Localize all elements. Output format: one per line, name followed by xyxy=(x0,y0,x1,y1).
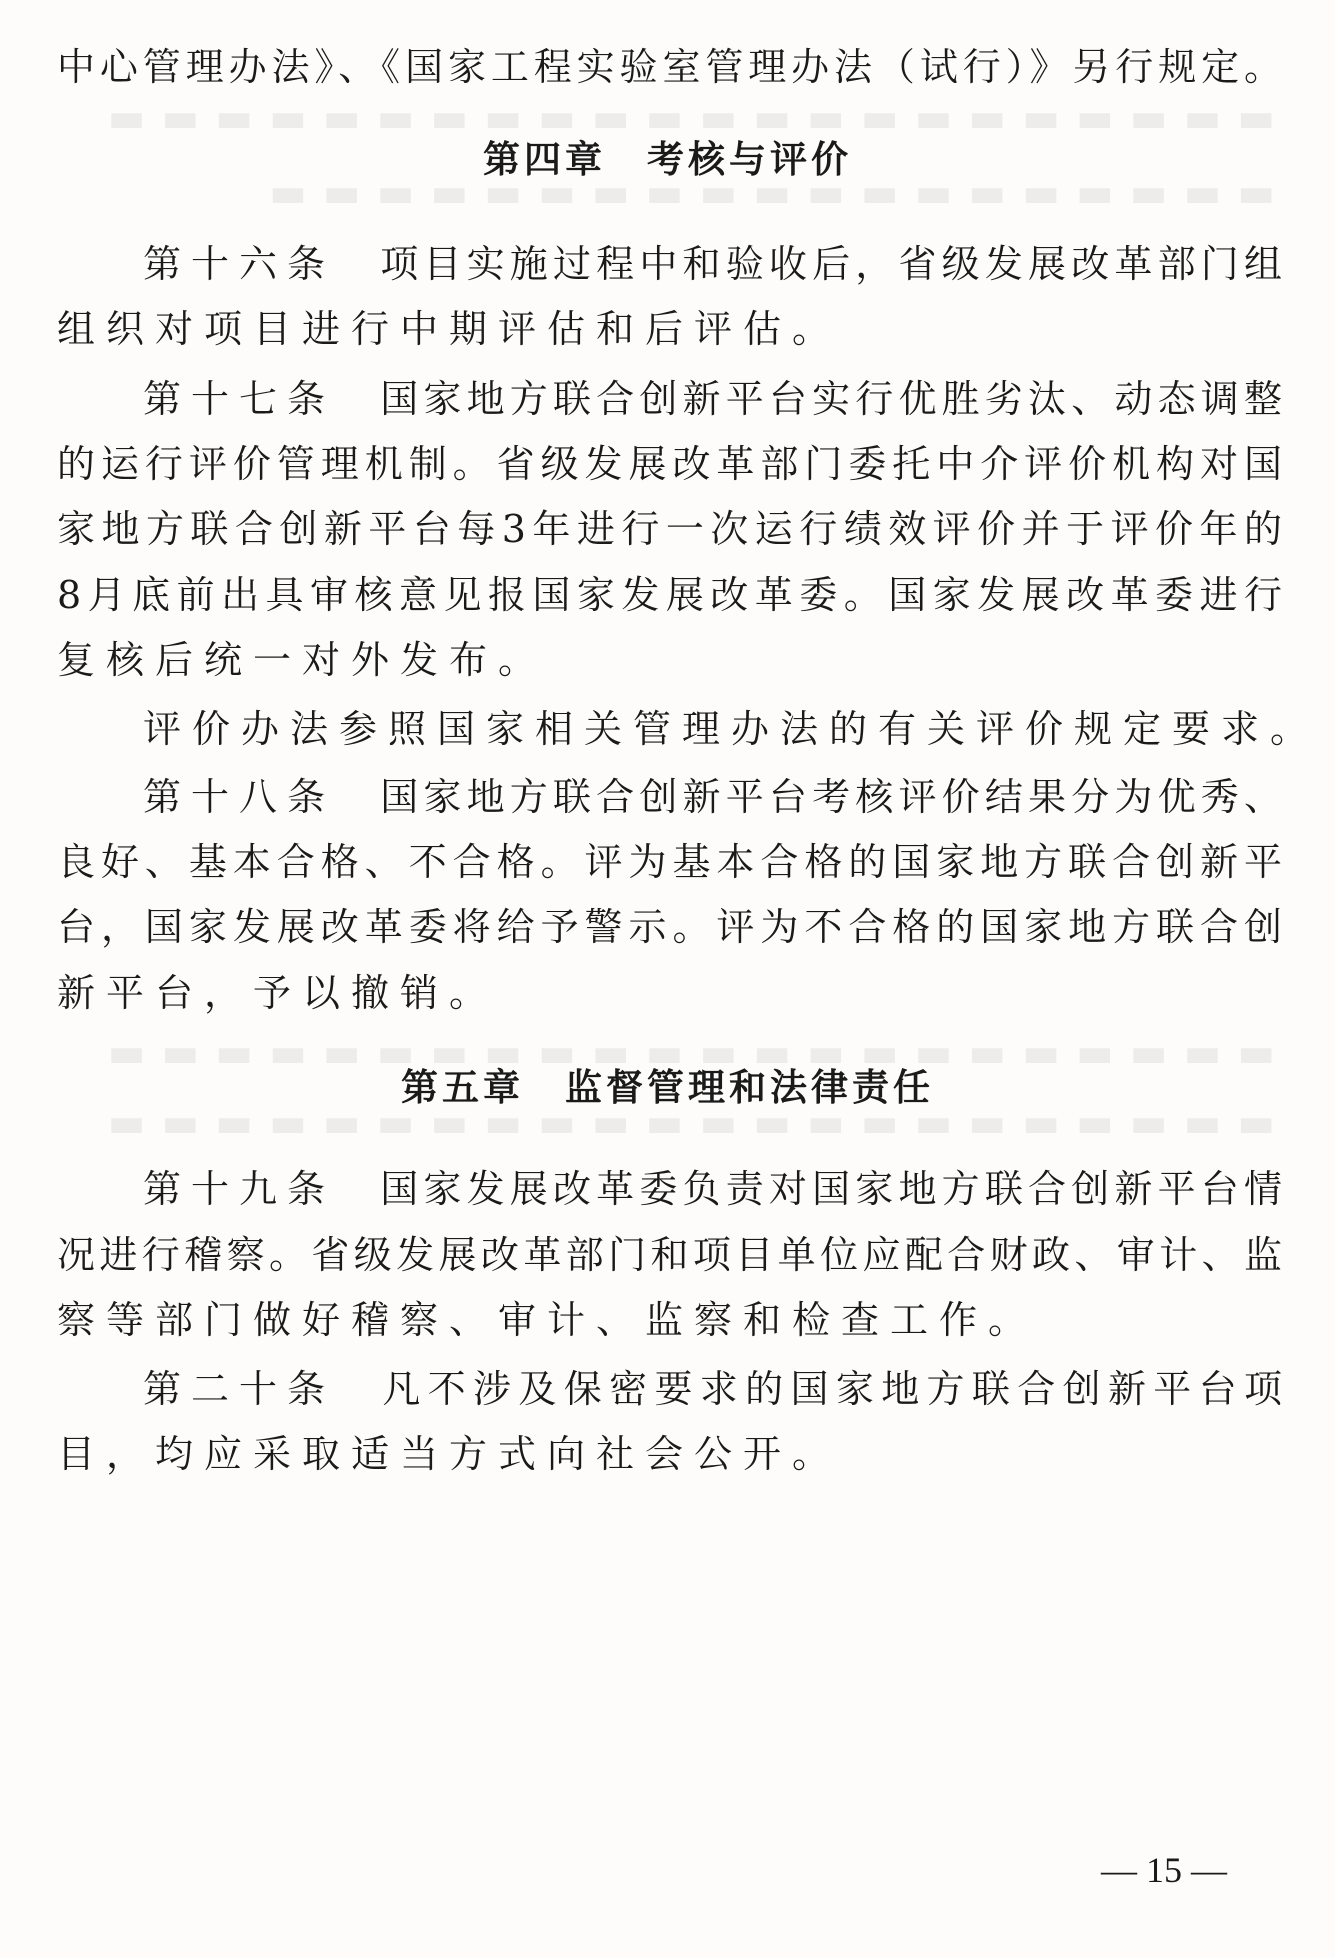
article-number: 第十七条 xyxy=(143,377,336,421)
article-paragraph-start xyxy=(143,235,1282,293)
bleed-through-shadow: ▬▬▬▬▬▬▬▬▬▬▬▬▬▬▬▬▬▬▬▬▬▬ xyxy=(91,1030,1275,1076)
article-text: 凡不涉及保密要求的国家地方联合创新平台项 xyxy=(375,1367,1282,1411)
body-text-line: 新平台，予以撤销。 xyxy=(57,971,499,1015)
article-text: 国家发展改革委负责对国家地方联合创新平台情 xyxy=(375,1167,1282,1211)
article-text: 国家地方联合创新平台实行优胜劣汰、动态调整 xyxy=(375,377,1282,421)
article-number: 第十六条 xyxy=(143,242,336,286)
bleed-through-shadow: ▬▬▬▬▬▬▬▬▬▬▬▬▬▬▬▬▬▬▬ xyxy=(252,170,1275,216)
body-text-line: 目，均应采取适当方式向社会公开。 xyxy=(57,1432,842,1476)
body-text-line: 中心管理办法》、《国家工程实验室管理办法（试行）》另行规定。 xyxy=(57,45,1282,89)
article-number: 第十八条 xyxy=(143,775,336,819)
body-text-line: 的运行评价管理机制。省级发展改革部门委托中介评价机构对国 xyxy=(57,442,1282,486)
article-text: 国家地方联合创新平台考核评价结果分为优秀、 xyxy=(375,775,1282,819)
body-text-line: 台，国家发展改革委将给予警示。评为不合格的国家地方联合创 xyxy=(57,905,1282,949)
body-text-line: 察等部门做好稽察、审计、监察和检查工作。 xyxy=(57,1298,1038,1342)
body-text-line: 况进行稽察。省级发展改革部门和项目单位应配合财政、审计、监 xyxy=(57,1233,1282,1277)
page-number: — 15 — xyxy=(1101,1850,1227,1890)
body-text-line: 家地方联合创新平台每3年进行一次运行绩效评价并于评价年的 xyxy=(57,507,1282,551)
body-text-line: 良好、基本合格、不合格。评为基本合格的国家地方联合创新平 xyxy=(57,840,1282,884)
article-text: 项目实施过程中和验收后，省级发展改革部门组 xyxy=(375,242,1282,286)
article-number: 第二十条 xyxy=(143,1367,336,1411)
article-paragraph-start xyxy=(143,370,1282,428)
article-paragraph-start xyxy=(143,1360,1282,1418)
article-paragraph-start xyxy=(143,1160,1282,1218)
bleed-through-shadow: ▬▬▬▬▬▬▬▬▬▬▬▬▬▬▬▬▬▬▬▬▬▬ xyxy=(91,95,1275,141)
body-text-line: 复核后统一对外发布。 xyxy=(57,638,548,682)
body-text-line: 评价办法参照国家相关管理办法的有关评价规定要求。 xyxy=(143,707,1320,751)
chapter-heading: 第五章 监督管理和法律责任 xyxy=(401,1066,934,1109)
body-text-line: 组织对项目进行中期评估和后评估。 xyxy=(57,307,842,351)
article-paragraph-start xyxy=(143,768,1282,826)
bleed-through-shadow: ▬▬▬▬▬▬▬▬▬▬▬▬▬▬▬▬▬▬▬▬▬▬ xyxy=(91,1100,1275,1146)
article-number: 第十九条 xyxy=(143,1167,336,1211)
chapter-heading: 第四章 考核与评价 xyxy=(483,138,852,181)
body-text-line: 8月底前出具审核意见报国家发展改革委。国家发展改革委进行 xyxy=(57,573,1282,617)
